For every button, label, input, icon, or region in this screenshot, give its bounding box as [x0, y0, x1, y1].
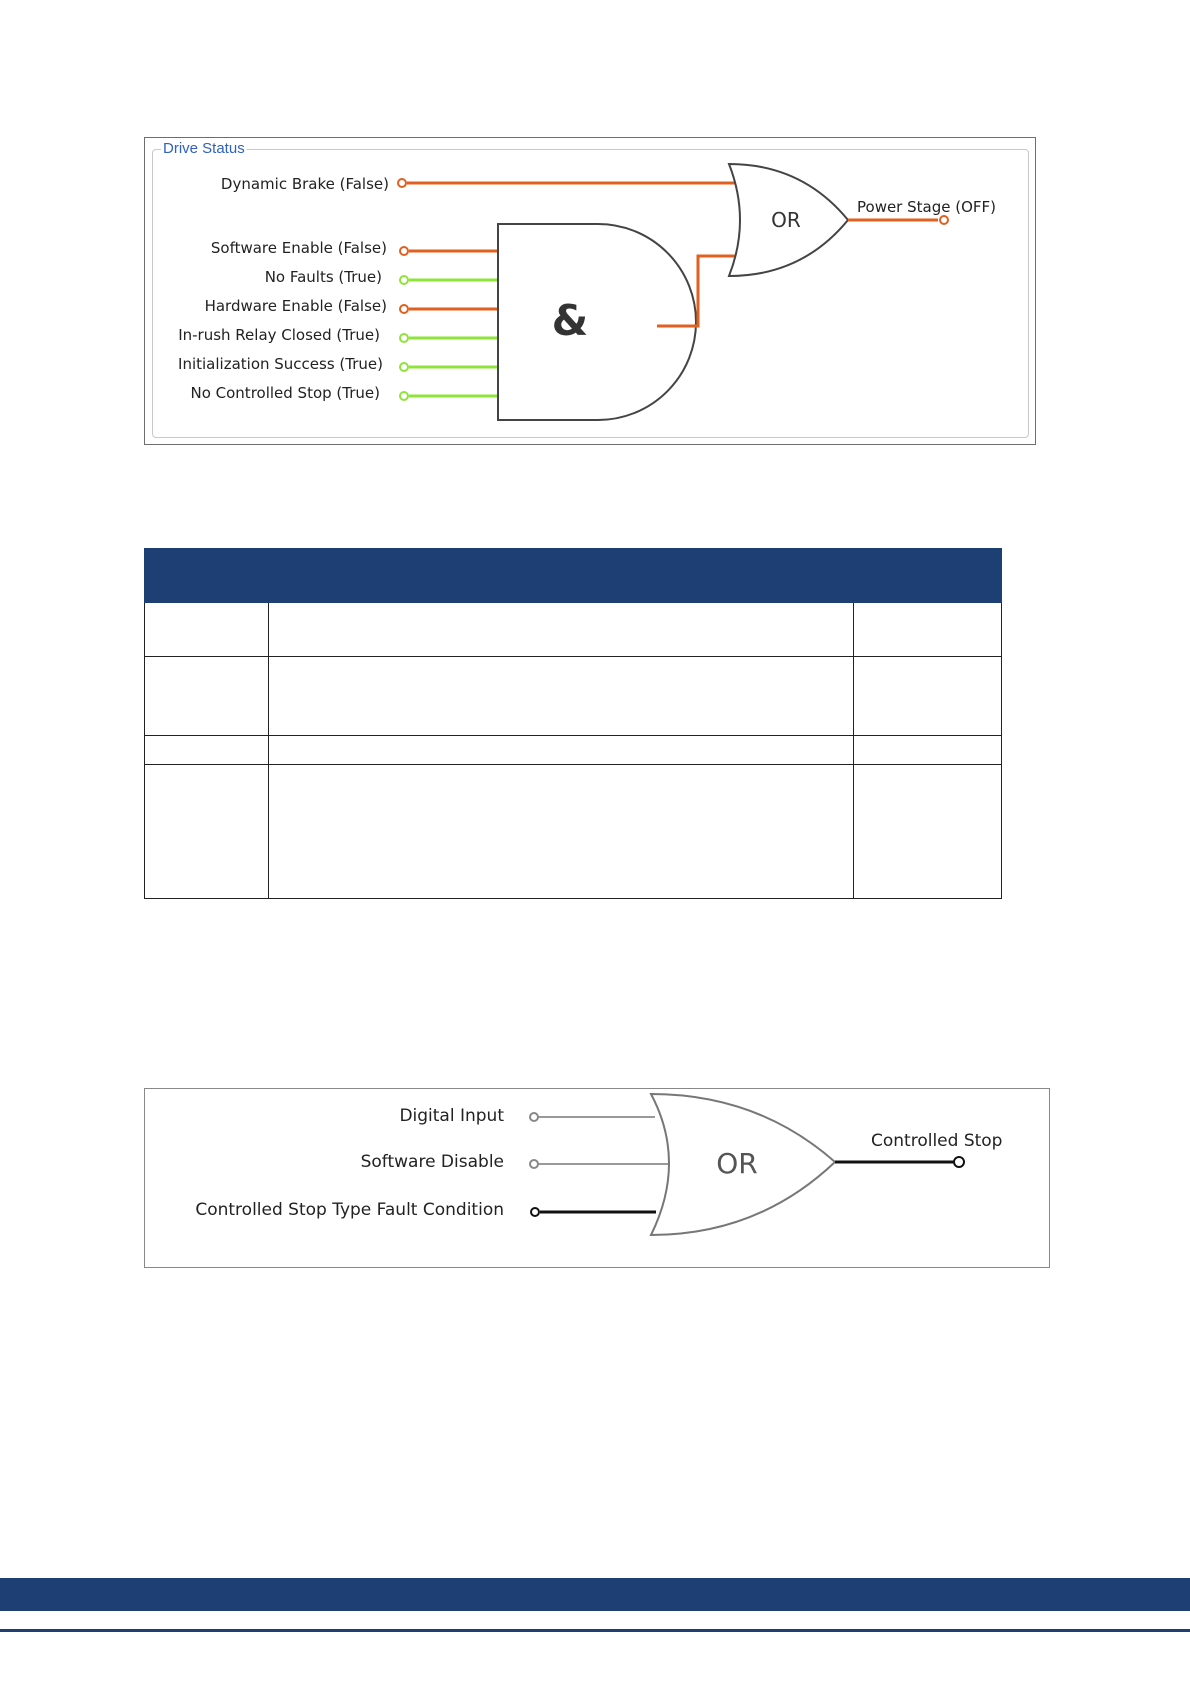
input-label-no-controlled-stop: No Controlled Stop (True): [190, 384, 380, 402]
table-cell: [145, 657, 269, 736]
digital-input-label: Digital Input: [399, 1106, 504, 1126]
table-cell: [145, 765, 269, 899]
table-header-cell: [145, 549, 269, 603]
table-header-row: [145, 549, 1002, 603]
fault-condition-label: Controlled Stop Type Fault Condition: [195, 1200, 504, 1220]
drive-status-panel: [144, 137, 1036, 445]
controlled-stop-diagram: [145, 1089, 1049, 1267]
or-gate-label: OR: [716, 1147, 758, 1180]
table-cell: [854, 736, 1002, 765]
or-gate-label: OR: [771, 208, 801, 232]
inrush-relay-terminal: [400, 334, 408, 342]
footer-rule: [0, 1629, 1190, 1632]
table-cell: [268, 657, 853, 736]
table-row: [145, 603, 1002, 657]
input-label-no-faults: No Faults (True): [264, 268, 382, 286]
and-gate: [498, 224, 696, 420]
dynamic-brake-label: Dynamic Brake (False): [220, 175, 389, 193]
table-header-cell: [854, 549, 1002, 603]
drive-status-diagram: [145, 138, 1035, 444]
table-row: [145, 765, 1002, 899]
table-cell: [268, 603, 853, 657]
input-label-initialization: Initialization Success (True): [178, 355, 383, 373]
digital-input-terminal: [530, 1113, 538, 1121]
table-cell: [268, 736, 853, 765]
controlled-stop-panel: [144, 1088, 1050, 1268]
table-cell: [854, 765, 1002, 899]
table-cell: [145, 736, 269, 765]
drive-status-title: Drive Status: [163, 140, 245, 157]
and-gate-symbol: &: [551, 296, 589, 345]
fault-condition-terminal: [531, 1208, 539, 1216]
no-controlled-stop-terminal: [400, 392, 408, 400]
footer-band: [0, 1578, 1190, 1611]
input-label-inrush-relay: In-rush Relay Closed (True): [178, 326, 380, 344]
software-disable-terminal: [530, 1160, 538, 1168]
software-disable-label: Software Disable: [360, 1152, 504, 1172]
power-stage-label: Power Stage (OFF): [857, 198, 996, 216]
controlled-stop-label: Controlled Stop: [871, 1131, 1003, 1151]
initialization-terminal: [400, 363, 408, 371]
status-table: [144, 548, 1002, 899]
table-cell: [854, 657, 1002, 736]
hardware-enable-terminal: [400, 305, 408, 313]
power-stage-terminal: [940, 216, 948, 224]
table-cell: [268, 765, 853, 899]
input-label-software-enable: Software Enable (False): [210, 239, 387, 257]
controlled-stop-terminal: [954, 1157, 964, 1167]
input-label-hardware-enable: Hardware Enable (False): [204, 297, 387, 315]
table-row: [145, 657, 1002, 736]
no-faults-terminal: [400, 276, 408, 284]
table-row: [145, 736, 1002, 765]
table-cell: [145, 603, 269, 657]
software-enable-terminal: [400, 247, 408, 255]
dynamic-brake-terminal: [398, 179, 406, 187]
table-cell: [854, 603, 1002, 657]
table-header-cell: [268, 549, 853, 603]
